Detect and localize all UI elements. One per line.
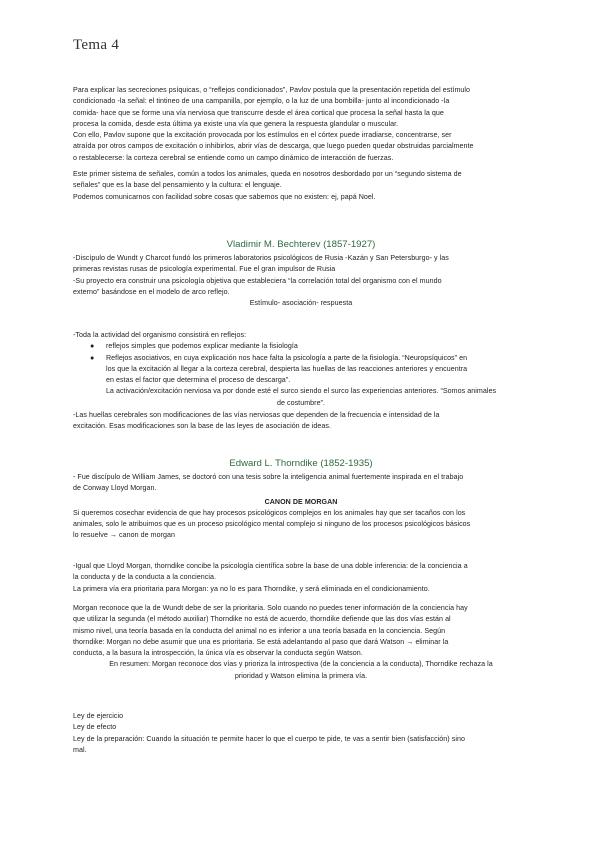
text-line: la conducta y de la conducta a la conciencia.	[73, 573, 217, 582]
text-line: thorndike: Morgan no debe asumir que una es prioritaria. Se está adelantando al paso que dará Watson → eliminar la	[73, 637, 449, 646]
text-line: o restablecerse: la corteza cerebral se entiende como un campo dinámico de interacción de fuerzas.	[73, 153, 394, 162]
list-item-text: reflejos simples que podemos explicar mediante la fisiología	[106, 342, 298, 351]
lloyd-morgan-paragraph	[73, 561, 529, 595]
text-line: lo resuelve → canon de morgan	[73, 531, 176, 540]
text-line: señales” que es la base del pensamiento y la cultura: el lenguaje.	[73, 181, 282, 190]
list-item	[73, 353, 529, 387]
centered-formula: Estímulo- asociación- respuesta	[249, 299, 353, 308]
summary-line: En resumen: Morgan reconoce dos vías y prioriza la introspectiva (de la conciencia a la conducta), Thorndike rechaza la	[109, 660, 493, 669]
text-line: - Fue discípulo de William James, se doctoró con una tesis sobre la inteligencia animal fuertemente inspirada en el trabajo	[73, 473, 464, 481]
text-line: -Toda la actividad del organismo consistirá en reflejos:	[73, 331, 247, 339]
text-line: excitación. Esas modificaciones son la base de las leyes de asociación de ideas.	[73, 422, 331, 431]
text-line: -Su proyecto era construir una psicología objetiva que estableciera “la correlación total del organismo con el mundo	[73, 276, 442, 285]
summary-line: prioridad y Watson elimina la primera vía.	[234, 671, 368, 680]
laws-list	[73, 711, 529, 756]
text-line: condicionado -la señal: el tintineo de una campanilla, por ejemplo, o la luz de una bombilla- junto al incondicionado -la	[73, 97, 450, 106]
text-line: Ley de ejercicio	[73, 712, 124, 720]
text-line: Para explicar las secreciones psíquicas, o “reflejos condicionados”, Pavlov postula que la presentación repetida del estímulo	[73, 86, 471, 94]
text-line: Podemos comunicarnos con facilidad sobre cosas que sabemos que no existen: ej, papá Noel.	[73, 192, 376, 201]
text-line: La primera vía era prioritaria para Morgan: ya no lo es para Thorndike, y será eliminada en el condicionamiento.	[73, 584, 430, 593]
thorndike-heading: Edward L. Thorndike (1852-1935)	[229, 458, 373, 469]
signal-system-paragraph	[73, 169, 529, 203]
text-line: atraída por otros campos de excitación o inhibirlos, abrir vías de descarga, que luego pueden quedar obstruidas parcialmente	[73, 142, 474, 151]
text-line: primeras revistas rusas de psicología experimental. Fue el gran impulsor de Rusia	[73, 265, 336, 274]
text-line: Ley de la preparación: Cuando la situación te permite hacer lo que el cuerpo te pide, te vas a sentir bien (satisfacción) sino	[73, 734, 465, 743]
list-item-text: Reflejos asociativos, en cuya explicación nos hace falta la psicología a parte de la fisiología. “Neuropsíquicos” en	[106, 353, 468, 362]
text-line: de Conway Lloyd Morgan.	[73, 484, 157, 493]
list-item-text: en estas el factor que determina el proceso de descarga”.	[106, 376, 291, 385]
text-line: Morgan reconoce que la de Wundt debe de ser la prioritaria. Solo cuando no puedes tener información de la conciencia hay	[73, 604, 468, 612]
thorndike-intro	[73, 472, 529, 542]
text-line: mal.	[73, 745, 87, 754]
text-line: Con ello, Pavlov supone que la excitación provocada por los estímulos en el córtex puede irradiarse, concentrarse, ser	[73, 131, 452, 140]
list-item	[73, 341, 529, 352]
page-title: Tema 4	[73, 37, 120, 53]
text-line: de costumbre”.	[276, 398, 325, 407]
text-line: Este primer sistema de señales, común a todos los animales, queda en nosotros desbordado por un “segundo sistema de	[73, 170, 462, 178]
text-line: -Las huellas cerebrales son modificaciones de las vías nerviosas que dependen de la frecuencia e intensidad de la	[73, 411, 440, 420]
text-line: Si queremos cosechar evidencia de que hay procesos psicológicos complejos en los animales hay que ser tacaños con los	[73, 508, 466, 517]
canon-heading: CANON DE MORGAN	[264, 497, 338, 506]
morgan-paragraph	[73, 603, 529, 682]
text-line: -Igual que Lloyd Morgan, thorndike concibe la psicología científica sobre la base de una doble inferencia: de la conciencia a	[73, 562, 468, 570]
text-line: procesa la comida, desde esta última ya existe una vía que genera la respuesta glandular o muscular.	[73, 119, 399, 128]
text-line: Ley de efecto	[73, 723, 117, 732]
bechterev-intro	[73, 253, 529, 309]
bechterev-heading: Vladimir M. Bechterev (1857-1927)	[226, 239, 376, 250]
reflex-list-block	[73, 330, 529, 433]
text-line: externo” basándose en el modelo de arco reflejo.	[73, 287, 230, 296]
text-line: comida- hace que se forme una vía nerviosa que transcurre desde el área cortical que procesa la señal hasta la que	[73, 108, 444, 117]
list-item-text: los que la excitación al llegar a la corteza cerebral, despierta las huellas de las reacciones anteriores y encuentra	[106, 364, 468, 373]
text-line: conducta, a la basura la introspección, la única vía es observar la conducta según Watson.	[73, 649, 363, 658]
pavlov-paragraph	[73, 85, 529, 164]
reflex-list	[73, 341, 529, 386]
text-line: -Discípulo de Wundt y Charcot fundó los primeros laboratorios psicológicos de Rusia -Kazán y San Petersburgo- y las	[73, 254, 449, 262]
bullet-icon: ●	[90, 342, 95, 351]
text-line: que utilizar la segunda (el método auxiliar) Thorndike no está de acuerdo, thorndike defiende que las dos vías están al	[73, 615, 451, 624]
bullet-icon: ●	[90, 353, 95, 362]
text-line: La activación/excitación nerviosa va por donde esté el surco siendo el surco las experiencias anteriores. “Somos animales	[105, 387, 497, 396]
text-line: animales, solo le atribuimos que es un proceso psicológico mental complejo si ninguno de los procesos psicológicos básicos	[73, 520, 471, 529]
text-line: mismo nivel, una teoría basada en la conducta del animal no es inferior a una teoría basada en la conciencia. Según	[73, 626, 446, 635]
